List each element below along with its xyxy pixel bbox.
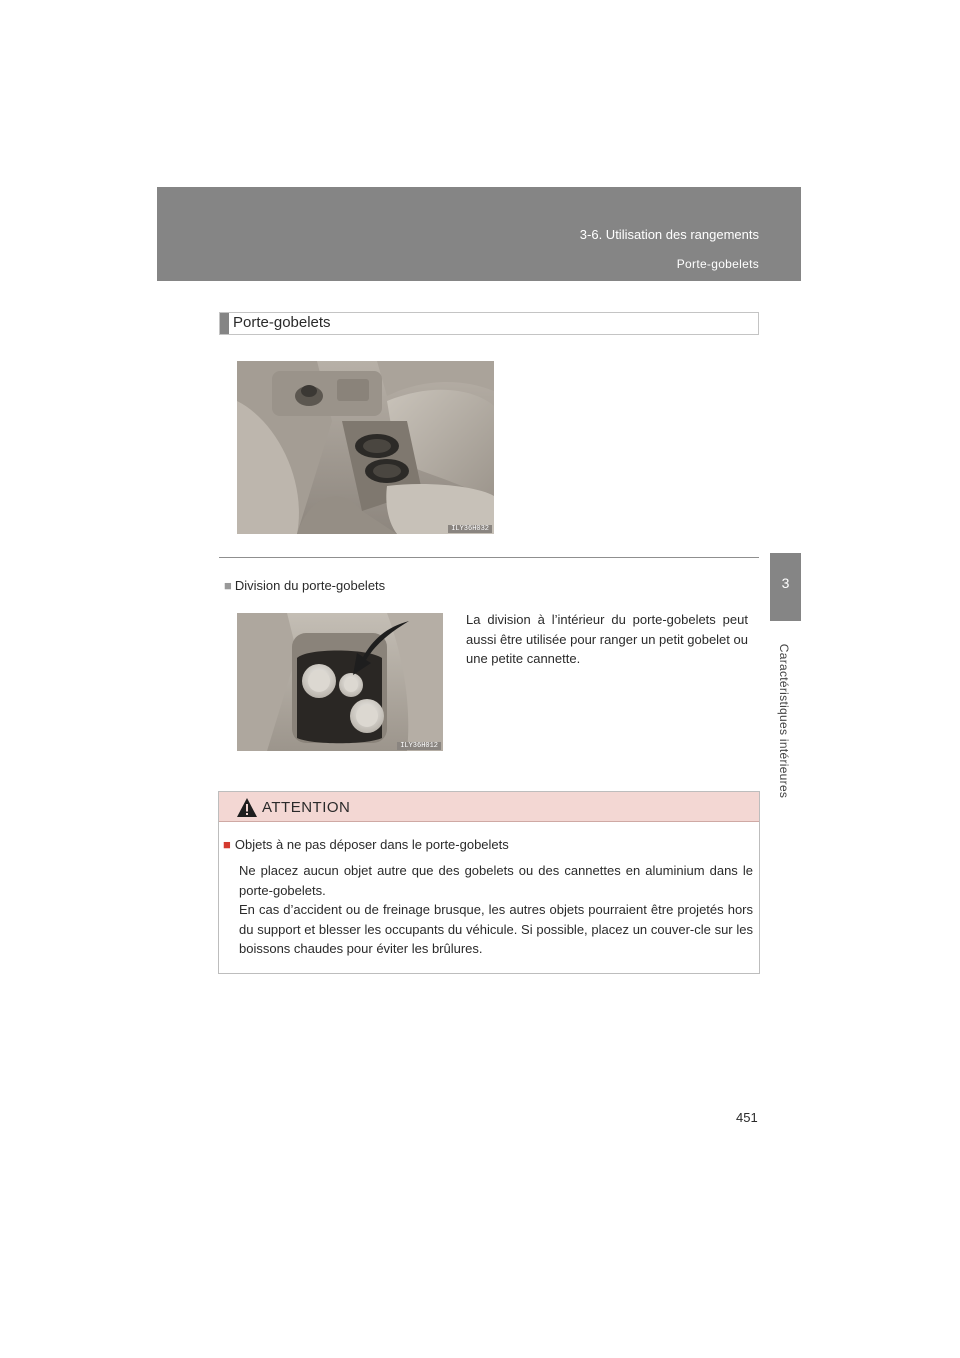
page-number: 451 <box>736 1110 758 1125</box>
division-heading-text: Division du porte-gobelets <box>234 578 386 593</box>
main-title: Porte-gobelets <box>233 314 331 331</box>
warning-subheading-text: Objets à ne pas déposer dans le porte-gobelets <box>234 837 509 852</box>
warning-subheading <box>223 837 509 852</box>
title-bar-accent <box>220 313 229 334</box>
figure-code: ILY36H012 <box>397 742 441 750</box>
main-title-bar <box>219 312 759 335</box>
warning-title: ATTENTION <box>262 799 351 816</box>
section-divider <box>219 557 759 558</box>
chapter-tab-number: 3 <box>770 553 801 621</box>
figure-cup-holder-console <box>237 361 494 534</box>
square-bullet-icon: ■ <box>224 578 232 593</box>
warning-header <box>219 792 759 822</box>
figure-cup-holder-division <box>237 613 443 751</box>
division-illustration <box>237 613 443 751</box>
red-square-bullet-icon: ■ <box>223 837 231 852</box>
warning-paragraph-1: Ne placez aucun objet autre que des gobelets ou des cannettes en aluminium dans le porte-gobelets. <box>239 863 753 898</box>
figure-code: ILY36H032 <box>448 525 492 533</box>
warning-triangle-icon <box>236 797 258 818</box>
division-text: La division à l’intérieur du porte-gobelets peut aussi être utilisée pour ranger un petit gobelet ou une petite cannette. <box>466 612 748 666</box>
warning-box <box>218 791 760 974</box>
chapter-title: 3-6. Utilisation des rangements <box>579 227 759 242</box>
chapter-tab-label <box>764 631 804 811</box>
chapter-tab-label-text: Caractéristiques intérieures <box>777 643 791 799</box>
division-heading <box>224 578 385 593</box>
console-illustration <box>237 361 494 534</box>
chapter-header-band <box>157 187 801 281</box>
warning-paragraph-2: En cas d’accident ou de freinage brusque, les autres objets pourraient être projetés hors du support et blesser les occupants du véhicule. Si possible, placez un couver-cle sur les boissons chaudes pour éviter les brûlures. <box>239 902 753 956</box>
warning-body <box>239 861 753 959</box>
section-title: Porte-gobelets <box>676 257 759 271</box>
